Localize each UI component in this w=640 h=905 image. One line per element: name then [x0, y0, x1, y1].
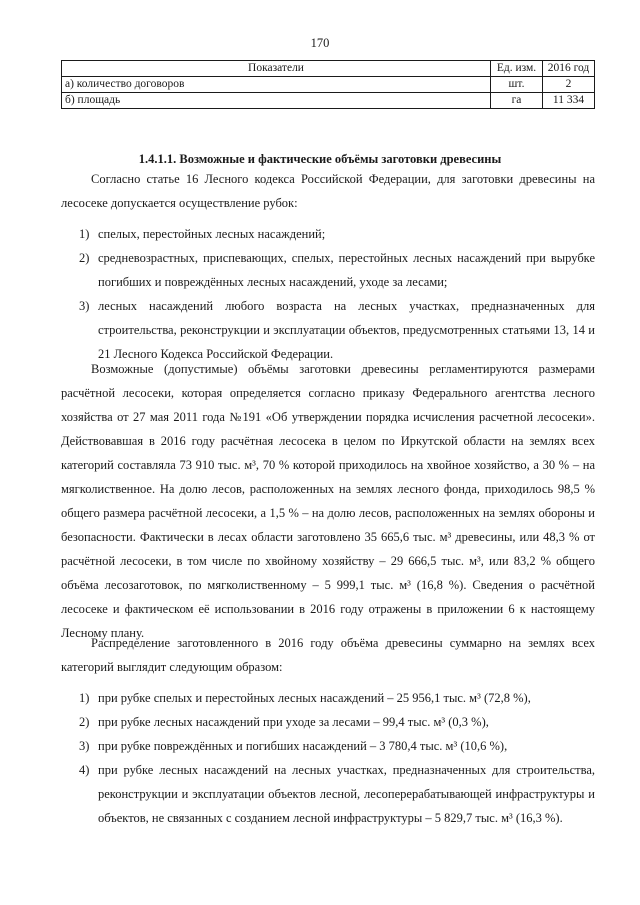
- list-item: [61, 686, 595, 710]
- distribution-list: [61, 686, 595, 830]
- table-row: [62, 77, 595, 93]
- list-text: при рубке лесных насаждений при уходе за лесами – 99,4 тыс. м³ (0,3 %),: [98, 715, 489, 729]
- table-cell: а) количество договоров: [62, 77, 491, 93]
- section-heading: 1.4.1.1. Возможные и фактические объёмы заготовки древесины: [138, 152, 502, 166]
- header-unit: Ед. изм.: [491, 61, 543, 77]
- list-item: [61, 710, 595, 734]
- table-header-row: [62, 61, 595, 77]
- cuttings-list: [61, 222, 595, 366]
- indicators-table: [61, 60, 595, 109]
- list-text: при рубке лесных насаждений на лесных участках, предназначенных для строительства, реконструкции и эксплуатации объектов лесной, лесоперерабатывающей инфраструктуры и объектов, не связанных с созданием лесной инфраструктуры – 5 829,7 тыс. м³ (16,3 %).: [98, 763, 595, 825]
- list-number: 1): [79, 227, 90, 241]
- list-text: при рубке спелых и перестойных лесных насаждений – 25 956,1 тыс. м³ (72,8 %),: [98, 691, 531, 705]
- table-cell: 2: [543, 77, 595, 93]
- table-cell: га: [491, 93, 543, 109]
- list-item: [61, 734, 595, 758]
- list-text: при рубке повреждённых и погибших насаждений – 3 780,4 тыс. м³ (10,6 %),: [98, 739, 508, 753]
- list-text: лесных насаждений любого возраста на лесных участках, предназначенных для строительства, реконструкции и эксплуатации объектов, предусмотренных статьями 13, 14 и 21 Лесного Кодекса Российской Федерации.: [98, 299, 595, 361]
- list-text: спелых, перестойных лесных насаждений;: [98, 227, 326, 241]
- list-text: средневозрастных, приспевающих, спелых, перестойных лесных насаждений при вырубке погибших и повреждённых лесных насаждений, уходе за лесами;: [98, 251, 595, 289]
- list-number: 4): [79, 763, 90, 777]
- list-number: 2): [79, 715, 90, 729]
- list-number: 3): [79, 299, 90, 313]
- list-number: 1): [79, 691, 90, 705]
- list-item: [61, 758, 595, 830]
- main-paragraph: Возможные (допустимые) объёмы заготовки древесины регламентируются размерами расчётной лесосеки, которая определяется согласно приказу Федерального агентства лесного хозяйства от 27 мая 2011 года №191 «Об утверждении порядка исчисления расчетной лесосеки». Действовавшая в 2016 году расчётная лесосека в целом по Иркутской области на землях всех категорий составляла 73 910 тыс. м³, 70 % которой приходилось на хвойное хозяйство, а 30 % – на мягколиственное. На долю лесов, расположенных на землях лесного фонда, приходилось 98,5 % общего размера расчётной лесосеки, а 1,5 % – на долю лесов, расположенных на землях обороны и безопасности. Фактически в лесах области заготовлено 35 665,6 тыс. м³ древесины, или 48,3 % от расчётной лесосеки, в том числе по хвойному хозяйству – 29 666,5 тыс. м³, или 83,2 % общего объёма лесозаготовок, по мягколиственному – 5 999,1 тыс. м³ (16,8 %). Сведения о расчётной лесосеке и фактическом её использовании в 2016 году отражены в приложении 6 к настоящему Лесному плану.: [61, 362, 595, 640]
- header-year: 2016 год: [543, 61, 595, 77]
- table-row: [62, 93, 595, 109]
- list-number: 3): [79, 739, 90, 753]
- page-number: 170: [310, 36, 330, 50]
- table-cell: 11 334: [543, 93, 595, 109]
- table-cell: б) площадь: [62, 93, 491, 109]
- list-item: [61, 294, 595, 366]
- list-item: [61, 246, 595, 294]
- header-indicators: Показатели: [62, 61, 491, 77]
- list-item: [61, 222, 595, 246]
- list-number: 2): [79, 251, 90, 265]
- intro-paragraph: Согласно статье 16 Лесного кодекса Российской Федерации, для заготовки древесины на лесосеке допускается осуществление рубок:: [61, 172, 595, 210]
- table-cell: шт.: [491, 77, 543, 93]
- distribution-intro: Распределение заготовленного в 2016 году объёма древесины суммарно на землях всех категорий выглядит следующим образом:: [61, 636, 595, 674]
